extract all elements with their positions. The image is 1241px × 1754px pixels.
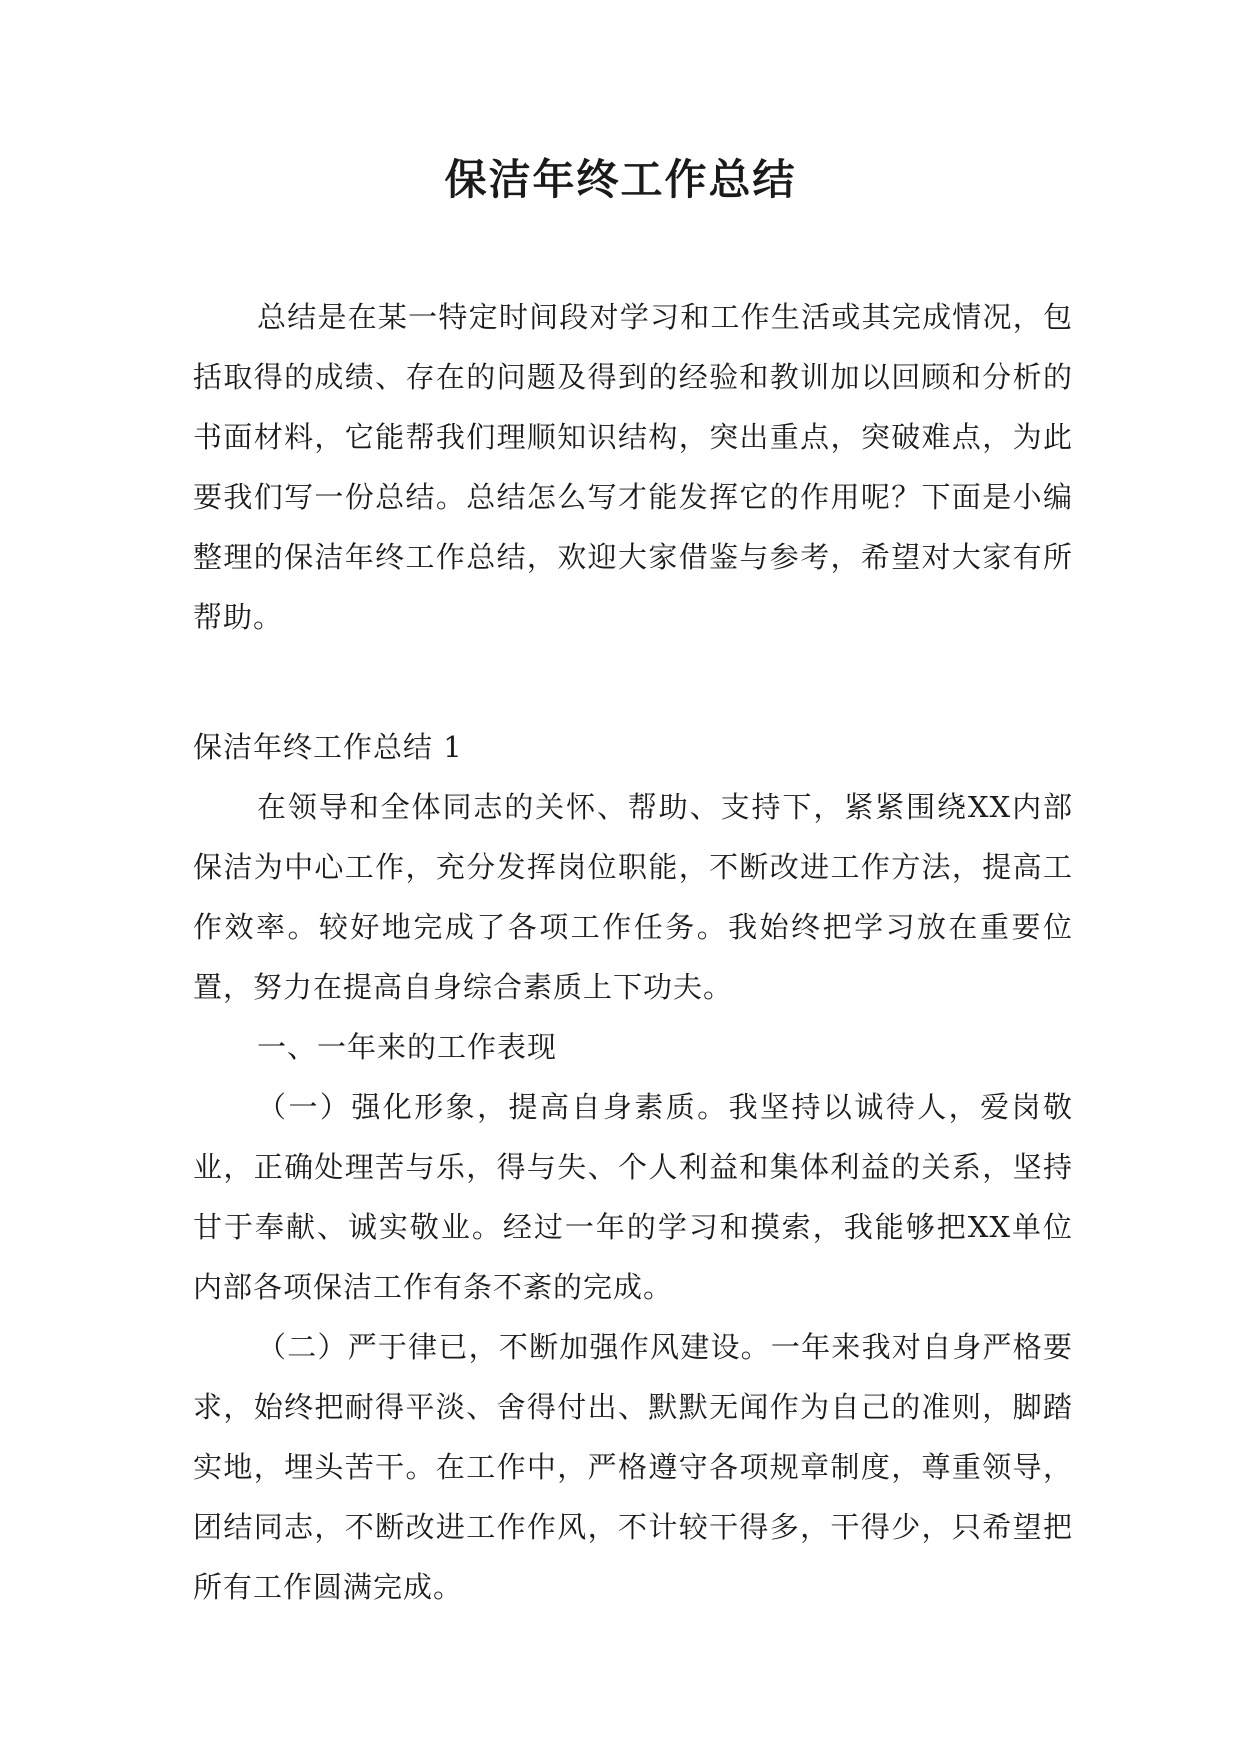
intro-paragraph: 总结是在某一特定时间段对学习和工作生活或其完成情况，包括取得的成绩、存在的问题及得到的经验和教训加以回顾和分析的书面材料，它能帮我们理顺知识结构，突出重点，突破难点，为此要我们写一份总结。总结怎么写才能发挥它的作用呢？下面是小编整理的保洁年终工作总结，欢迎大家借鉴与参考，希望对大家有所帮助。 [193, 300, 1073, 634]
body-paragraph: （二）严于律已，不断加强作风建设。一年来我对自身严格要求，始终把耐得平淡、舍得付出、默默无闻作为自己的准则，脚踏实地，埋头苦干。在工作中，严格遵守各项规章制度，尊重领导，团结同志，不断改进工作作风，不计较干得多，干得少，只希望把所有工作圆满完成。 [193, 1330, 1073, 1604]
document-body [193, 287, 1073, 1617]
subheading: 一、一年来的工作表现 [257, 1030, 558, 1064]
body-paragraph: （一）强化形象，提高自身素质。我坚持以诚待人，爱岗敬业，正确处理苦与乐，得与失、个人利益和集体利益的关系，坚持甘于奉献、诚实敬业。经过一年的学习和摸索，我能够把XX单位内部各项保洁工作有条不紊的完成。 [193, 1090, 1073, 1304]
section-spacer [193, 647, 1073, 717]
body-paragraph: 在领导和全体同志的关怀、帮助、支持下，紧紧围绕XX内部保洁为中心工作，充分发挥岗位职能，不断改进工作方法，提高工作效率。较好地完成了各项工作任务。我始终把学习放在重要位置，努力在提高自身综合素质上下功夫。 [193, 790, 1073, 1004]
document-title: 保洁年终工作总结 [444, 155, 797, 204]
section-title: 保洁年终工作总结 1 [193, 730, 463, 764]
